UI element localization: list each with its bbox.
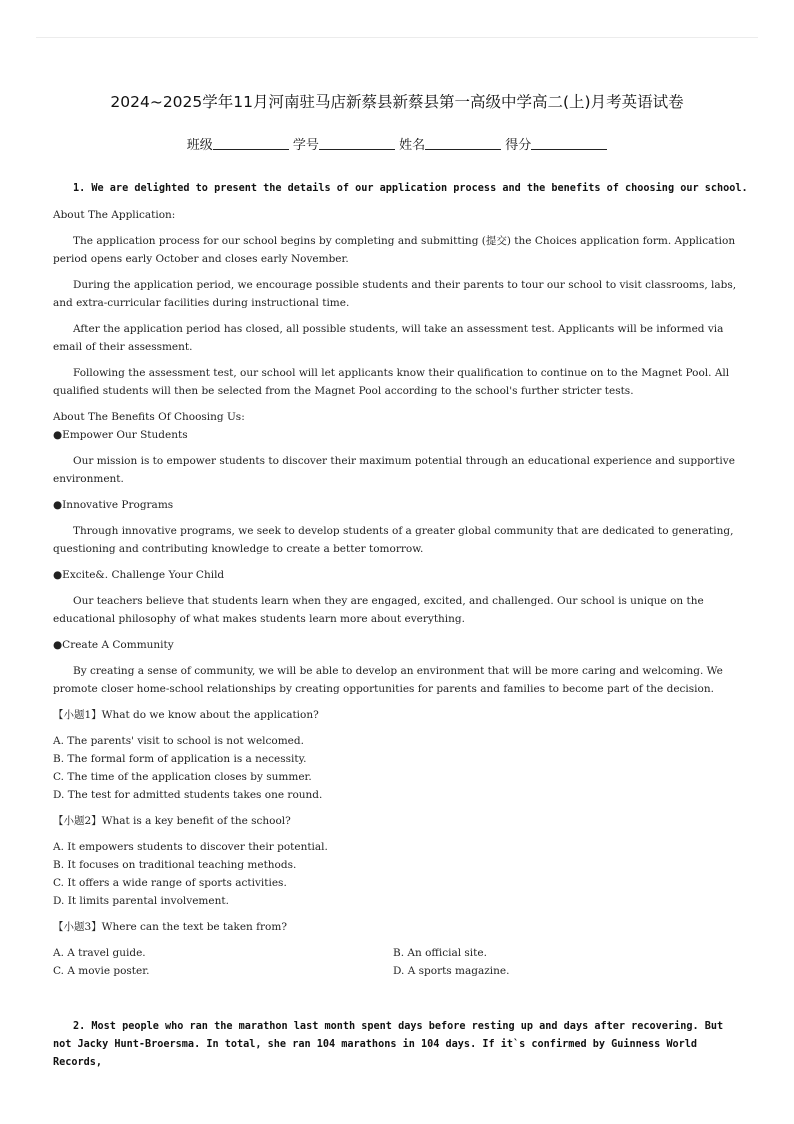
answer-option[interactable]: A. A travel guide. — [53, 947, 146, 959]
question-spacer — [53, 988, 743, 1018]
benefit-title: ●Innovative Programs — [53, 499, 174, 511]
answer-option[interactable]: D. A sports magazine. — [393, 965, 510, 977]
question-1-heading: 1. We are delighted to present the details of our application process and the benefits of choosing our school. — [73, 183, 748, 194]
sub-question-1: 【小题1】What do we know about the application? — [53, 709, 319, 721]
exam-content — [53, 180, 748, 1080]
answer-option[interactable]: D. The test for admitted students takes one round. — [53, 789, 323, 801]
benefit-title: ●Create A Community — [53, 639, 174, 651]
exam-title: 2024~2025学年11月河南驻马店新蔡县新蔡县第一高级中学高二(上)月考英语试卷 — [110, 93, 684, 111]
sub-question-3: 【小题3】Where can the text be taken from? — [53, 921, 287, 933]
answer-option[interactable]: C. The time of the application closes by summer. — [53, 771, 312, 783]
score-field[interactable] — [531, 137, 607, 150]
sub-question-3-options — [53, 944, 743, 980]
question-2-heading: 2. Most people who ran the marathon last month spent days before resting up and days after recovering. But not Jacky Hunt-Broersma. In total, she ran 104 marathons in 104 days. If it`s confirmed by Guinness World Records, — [53, 1021, 724, 1068]
class-field[interactable] — [213, 137, 289, 150]
score-label: 得分 — [505, 138, 532, 153]
benefit-title: ●Empower Our Students — [53, 429, 188, 441]
student-number-label: 学号 — [292, 138, 319, 153]
answer-option[interactable]: D. It limits parental involvement. — [53, 895, 229, 907]
benefit-text: Our teachers believe that students learn when they are engaged, excited, and challenged. Our school is unique on the educational philosophy of what makes students learn more about everything. — [53, 595, 704, 625]
benefit-text: Through innovative programs, we seek to develop students of a greater global community that are dedicated to generating, questioning and contributing knowledge to create a better tomorrow. — [53, 525, 734, 555]
answer-option[interactable]: B. It focuses on traditional teaching methods. — [53, 859, 297, 871]
sub-question-2-options — [53, 838, 743, 910]
answer-option[interactable]: B. An official site. — [393, 947, 487, 959]
answer-option[interactable]: C. It offers a wide range of sports activities. — [53, 877, 287, 889]
benefit-title: ●Excite&. Challenge Your Child — [53, 569, 225, 581]
answer-option[interactable]: A. The parents' visit to school is not welcomed. — [53, 735, 304, 747]
paragraph: Following the assessment test, our school will let applicants know their qualification to continue on to the Magnet Pool. All qualified students will then be selected from the Magnet Pool according to the school's further stricter tests. — [53, 367, 730, 397]
benefit-text: Our mission is to empower students to discover their maximum potential through an educational experience and supportive environment. — [53, 455, 735, 485]
paragraph: After the application period has closed, all possible students, will take an assessment test. Applicants will be informed via email of their assessment. — [53, 323, 724, 353]
paragraph: The application process for our school begins by completing and submitting (提交) the Choices application form. Application period opens early October and closes early November. — [53, 235, 736, 265]
answer-option[interactable]: A. It empowers students to discover their potential. — [53, 841, 328, 853]
class-label: 班级 — [186, 138, 213, 153]
benefit-text: By creating a sense of community, we will be able to develop an environment that will be more caring and welcoming. We promote closer home-school relationships by creating opportunities for parents and families to become part of the decision. — [53, 665, 723, 695]
sub-question-1-options — [53, 732, 743, 804]
top-divider — [36, 37, 758, 38]
sub-question-2: 【小题2】What is a key benefit of the school? — [53, 815, 291, 827]
name-field[interactable] — [425, 137, 501, 150]
answer-option[interactable]: B. The formal form of application is a necessity. — [53, 753, 307, 765]
section-heading-benefits: About The Benefits Of Choosing Us: — [53, 411, 245, 423]
section-heading-application: About The Application: — [53, 209, 176, 221]
name-label: 姓名 — [399, 138, 426, 153]
paragraph: During the application period, we encourage possible students and their parents to tour our school to visit classrooms, labs, and extra-curricular facilities during instructional time. — [53, 279, 737, 309]
student-info-line — [0, 134, 794, 153]
answer-option[interactable]: C. A movie poster. — [53, 965, 150, 977]
student-number-field[interactable] — [319, 137, 395, 150]
